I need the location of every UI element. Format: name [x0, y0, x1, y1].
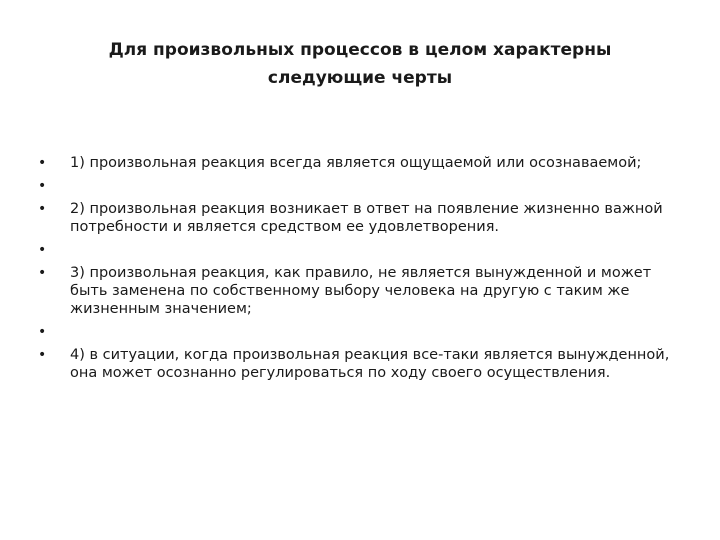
list-item: [38, 264, 678, 318]
list-item-text: 1) произвольная реакция всегда является ощущаемой или осознаваемой;: [70, 155, 642, 171]
list-item-text: 3) произвольная реакция, как правило, не является вынужденной и может быть заменена по собственному выбору человека на другую с таким же жизненным значением;: [70, 265, 652, 317]
list-item: [38, 323, 678, 341]
title-line-1: Для произвольных процессов в целом характерны: [108, 40, 612, 60]
bullet-icon: •: [38, 347, 47, 363]
list-item: [38, 154, 678, 172]
list-item: [38, 177, 678, 195]
bullet-icon: •: [38, 324, 47, 340]
list-item: [38, 200, 678, 236]
bullet-icon: •: [38, 242, 47, 258]
title-line-2: следующие черты: [267, 68, 453, 88]
list-item-text: 2) произвольная реакция возникает в ответ на появление жизненно важной потребности и является средством ее удовлетворения.: [70, 201, 663, 235]
bullet-list: [38, 154, 678, 387]
bullet-icon: •: [38, 178, 47, 194]
bullet-icon: •: [38, 265, 47, 281]
list-item-text: 4) в ситуации, когда произвольная реакция все-таки является вынужденной, она может осознанно регулироваться по ходу своего осуществления.: [70, 347, 670, 381]
bullet-icon: •: [38, 155, 47, 171]
bullet-icon: •: [38, 201, 47, 217]
list-item: [38, 241, 678, 259]
list-item: [38, 346, 678, 382]
slide-title: [60, 36, 660, 92]
